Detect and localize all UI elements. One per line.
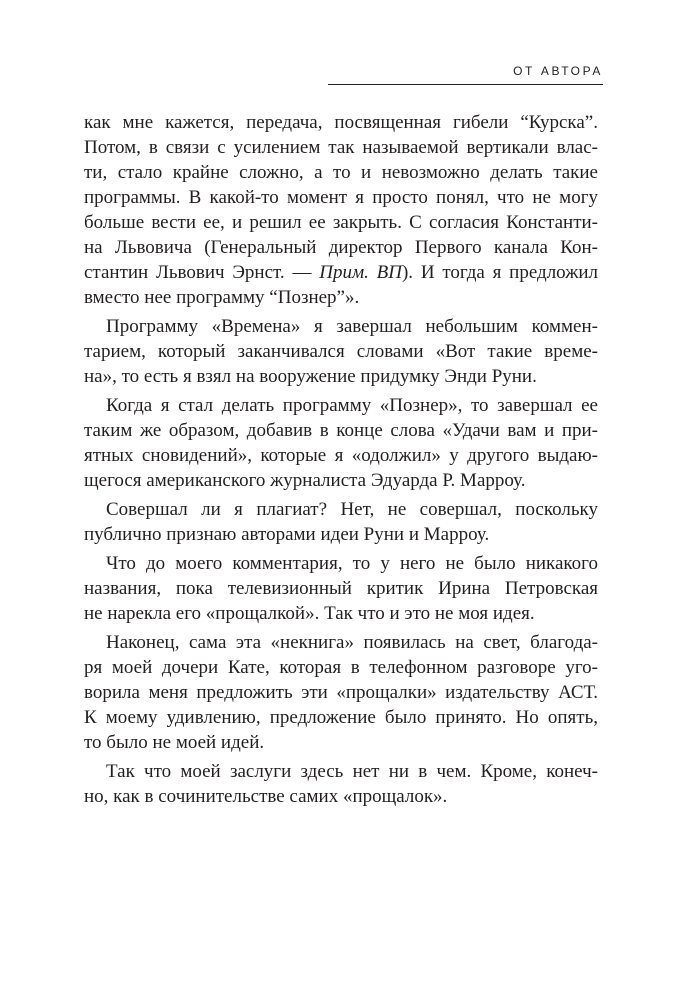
text-line: ворила меня предложить эти «прощалки» издательству АСТ. [84,682,598,703]
text-line: названия, пока телевизионный критик Ирина Петровская [84,578,598,599]
text-line: на», то есть я взял на вооружение придумку Энди Руни. [84,366,537,387]
text-line: Что до моего комментария, то у него не было никакого [106,553,598,574]
text-line: больше вести ее, и решил ее закрыть. С согласия Константи- [84,212,598,233]
text-line: таким же образом, добавив в конце слова «Удачи вам и при- [84,420,598,441]
text-line: как мне кажется, передача, посвященная гибели “Курска”. [84,112,598,133]
note-text-before: стантин Львович Эрнст. — [84,262,320,283]
text-line: программы. В какой-то момент я просто понял, что не могу [84,187,598,208]
text-line: ятных сновидений», которые я «одолжил» у другого выдаю- [84,445,598,466]
text-line: Наконец, сама эта «некнига» появилась на свет, благода- [106,632,598,653]
text-line: публично признаю авторами идеи Руни и Марроу. [84,524,490,545]
text-line: Так что моей заслуги здесь нет ни в чем. Кроме, конеч- [106,761,598,782]
text-line: ти, стало крайне сложно, а то и невозможно делать такие [84,162,598,183]
text-line: на Львовича (Генеральный директор Первого канала Кон- [84,237,598,258]
text-line: не нарекла его «прощалкой». Так что и это не моя идея. [84,603,535,624]
text-line-with-note [84,260,598,285]
editor-note-italic: Прим. ВП [319,262,402,283]
text-line: Потом, в связи с усилением так называемой вертикали влас- [84,137,598,158]
text-line: щегося американского журналиста Эдуарда Р. Марроу. [84,470,526,491]
header-rule [328,84,603,85]
running-head: ОТ АВТОРА [513,64,603,78]
text-line: ря моей дочери Кате, которая в телефонном разговоре уго- [84,657,598,678]
text-line: вместо нее программу “Познер”». [84,287,360,308]
text-line: то было не моей идей. [84,732,265,753]
text-line: Совершал ли я плагиат? Нет, не совершал, поскольку [106,499,598,520]
note-text-after: ). И тогда я предложил [401,262,598,283]
text-line: Программу «Времена» я завершал небольшим коммен- [106,316,598,337]
body-text [84,110,598,809]
text-line: К моему удивлению, предложение было принято. Но опять, [84,707,598,728]
text-line: Когда я стал делать программу «Познер», то завершал ее [106,395,598,416]
text-line: но, как в сочинительстве самих «прощалок». [84,786,448,807]
text-line: тарием, который заканчивался словами «Вот такие време- [84,341,598,362]
